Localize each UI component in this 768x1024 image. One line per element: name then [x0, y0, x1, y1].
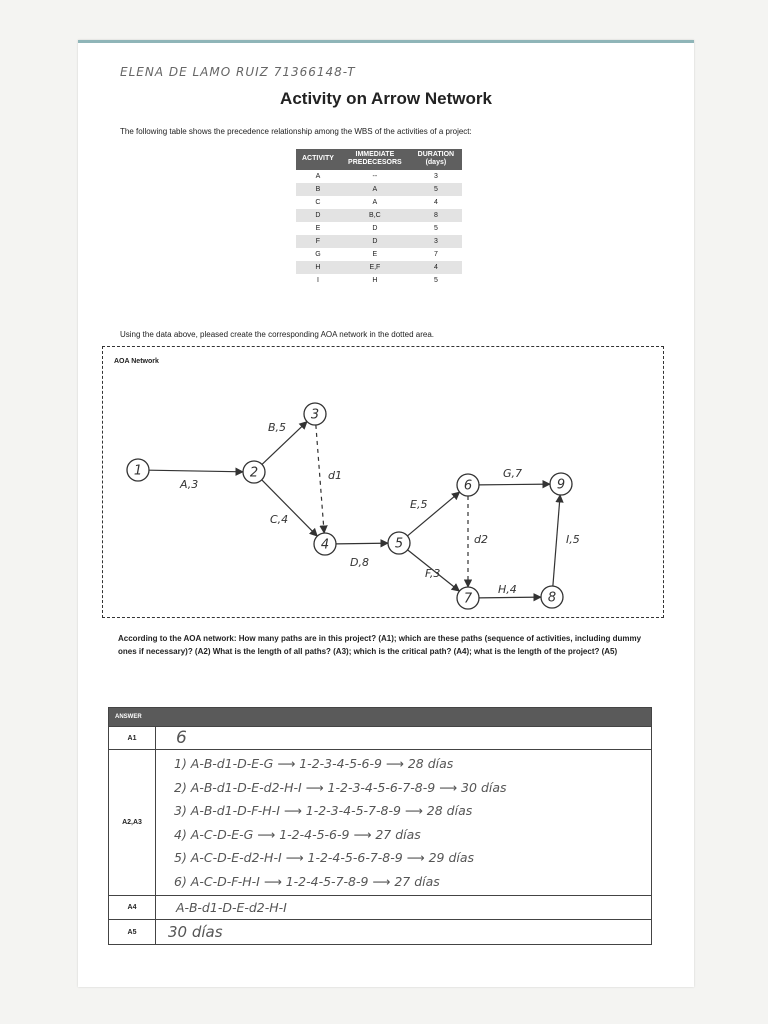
precedence-row	[296, 196, 462, 209]
cell-duration: 7	[433, 250, 438, 258]
path-line: 5) A-C-D-E-d2-H-I ⟶ 1-2-4-5-6-7-8-9 ⟶ 29 días	[174, 850, 475, 865]
network-node-number: 4	[320, 537, 330, 553]
cell-predecessors: D	[372, 224, 378, 232]
header-predecessors: IMMEDIATE PREDECESORS	[340, 149, 410, 170]
cell-predecessors: A	[372, 198, 378, 206]
path-line: 1) A-B-d1-D-E-G ⟶ 1-2-3-4-5-6-9 ⟶ 28 días	[174, 756, 454, 771]
label-a2-a3: A2,A3	[109, 750, 156, 896]
cell-duration: 4	[410, 261, 462, 274]
precedence-row	[296, 183, 462, 196]
cell-duration: 5	[410, 183, 462, 196]
cell-predecessors: D	[340, 235, 410, 248]
precedence-table	[296, 149, 462, 287]
network-node-number: 3	[310, 407, 320, 423]
activity-label: A,3	[180, 478, 199, 491]
path-line: 4) A-C-D-E-G ⟶ 1-2-4-5-6-9 ⟶ 27 días	[174, 826, 421, 842]
cell-predecessors: E	[372, 250, 378, 258]
cell-predecessors: E,F	[340, 261, 410, 274]
label-a1: A1	[109, 727, 156, 750]
question-text: According to the AOA network: How many paths are in this project? (A1); which are these paths (sequence of activities, including dummy ones if necessary)? (A2) What is the length of all paths? (A3); which is the critical path? (A4); what is the length of the project? (A5)	[118, 634, 642, 656]
answer-paths	[156, 750, 652, 896]
cell-activity: E	[315, 224, 321, 232]
activity-label: d1	[328, 469, 342, 482]
precedence-row	[296, 261, 462, 274]
label-a5: A5	[109, 920, 156, 945]
worksheet-page	[78, 40, 694, 987]
student-name-header: ELENA DE LAMO RUIZ 71366148-T	[120, 65, 356, 79]
network-node-number: 1	[133, 463, 143, 479]
activity-label: d2	[474, 533, 488, 546]
aoa-network-diagram	[118, 383, 638, 613]
path-line: 3) A-B-d1-D-F-H-I ⟶ 1-2-3-4-5-7-8-9 ⟶ 28 días	[174, 803, 473, 818]
cell-predecessors: B,C	[340, 209, 410, 222]
cell-duration: 3	[410, 235, 462, 248]
answer-a4: A-B-d1-D-E-d2-H-I	[156, 896, 652, 920]
network-node-number: 8	[547, 590, 557, 606]
cell-duration: 5	[433, 224, 438, 232]
activity-label: G,7	[503, 467, 523, 480]
network-arrow-7-8	[479, 597, 541, 598]
activity-label: B,5	[268, 421, 287, 434]
path-line: 2) A-B-d1-D-E-d2-H-I ⟶ 1-2-3-4-5-6-7-8-9 ⟶ 30 días	[174, 779, 507, 795]
path-line: 6) A-C-D-F-H-I ⟶ 1-2-4-5-7-8-9 ⟶ 27 días	[174, 873, 440, 889]
cell-activity: C	[315, 198, 321, 206]
precedence-row	[296, 248, 462, 261]
cell-predecessors: A	[340, 183, 410, 196]
cell-activity: F	[296, 235, 340, 248]
cell-duration: 8	[410, 209, 462, 222]
intro-text: The following table shows the precedence relationship among the WBS of the activities of a project:	[120, 127, 472, 136]
answer-a5: 30 días	[156, 920, 652, 945]
network-node-number: 2	[249, 465, 259, 481]
precedence-row	[296, 222, 462, 235]
network-node-number: 9	[556, 477, 566, 493]
network-arrow-1-2	[149, 470, 243, 472]
cell-duration: 5	[433, 276, 438, 284]
cell-predecessors: H	[372, 276, 378, 284]
cell-activity: B	[296, 183, 340, 196]
activity-label: C,4	[270, 513, 289, 526]
activity-label: I,5	[566, 533, 580, 546]
precedence-row	[296, 209, 462, 222]
cell-activity: H	[296, 261, 340, 274]
answer-table	[108, 707, 652, 945]
answer-header: ANSWER	[109, 708, 652, 727]
cell-activity: I	[316, 276, 319, 284]
network-arrow-6-9	[479, 484, 550, 485]
header-activity: ACTIVITY	[296, 149, 340, 170]
page-title: Activity on Arrow Network	[280, 89, 492, 108]
activity-label: E,5	[410, 498, 428, 511]
cell-duration: 4	[433, 198, 438, 206]
instruction-text: Using the data above, pleased create the corresponding AOA network in the dotted area.	[120, 330, 434, 339]
answer-a1: 6	[156, 727, 652, 750]
network-node-number: 5	[394, 536, 404, 552]
precedence-row	[296, 170, 462, 183]
cell-predecessors: --	[372, 172, 378, 180]
network-node-number: 6	[463, 478, 473, 494]
aoa-label: AOA Network	[114, 358, 159, 365]
activity-label: H,4	[498, 583, 517, 596]
network-arrow-2-4	[262, 480, 318, 536]
activity-label: F,3	[425, 567, 441, 580]
activity-label: D,8	[350, 556, 369, 569]
network-arrow-4-5	[336, 543, 388, 544]
network-arrow-8-9	[553, 495, 560, 586]
precedence-row	[296, 235, 462, 248]
cell-activity: G	[315, 250, 321, 258]
label-a4: A4	[109, 896, 156, 920]
cell-activity: D	[296, 209, 340, 222]
header-duration: DURATION (days)	[410, 149, 462, 170]
network-node-number: 7	[463, 591, 473, 607]
network-arrow-3-4	[316, 425, 324, 533]
precedence-row	[296, 274, 462, 287]
cell-activity: A	[315, 172, 321, 180]
cell-duration: 3	[433, 172, 438, 180]
